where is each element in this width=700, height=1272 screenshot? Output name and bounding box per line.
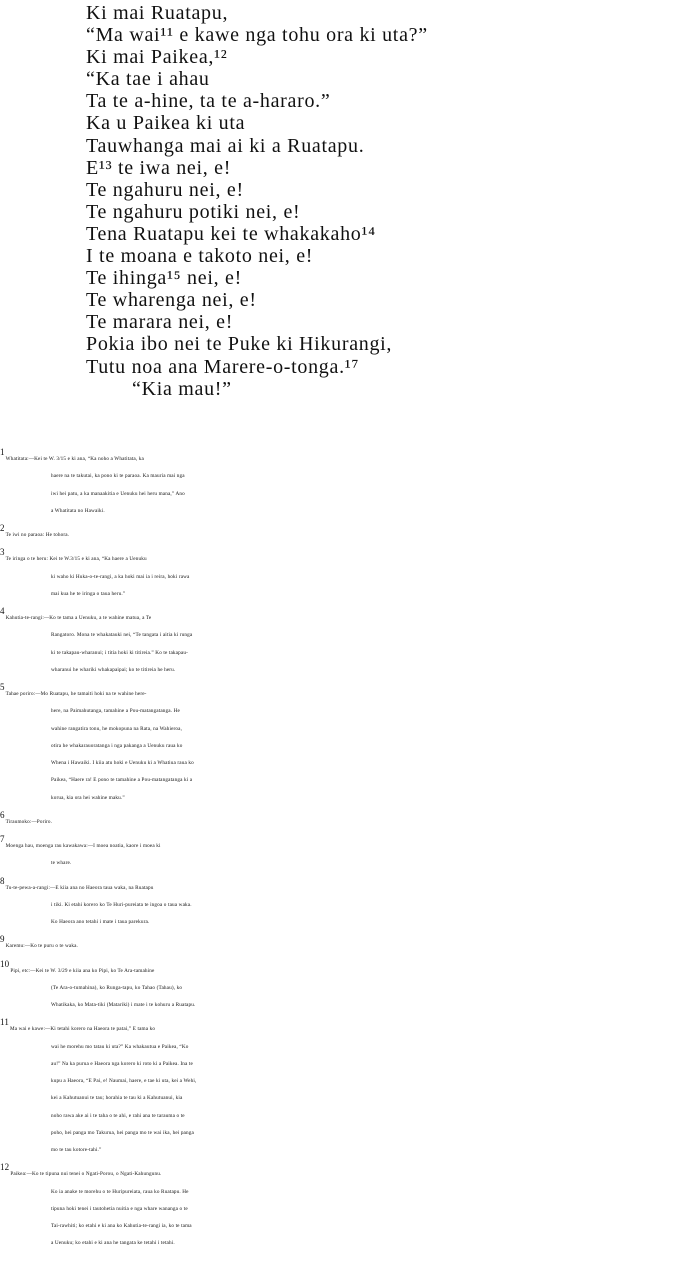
footnote-line: mai kua he te iringa o taua heru.” [51, 590, 126, 597]
footnote-line: Whena i Hawaiki. I kiia atu hoki e Uenuku ki a Whatiua raua ko [51, 760, 194, 766]
footnote-number: 7 [0, 834, 5, 844]
footnotes [0, 444, 698, 1253]
footnote-number: 9 [0, 934, 5, 945]
footnote-line: Whatikaka, ko Mata-tiki (Matariki) i mate i te kohuru a Ruatapu. [51, 1002, 196, 1008]
footnote [0, 679, 698, 807]
footnote-line: wharanui he whariki whakapaipai; ko te titireia he heru. [51, 666, 176, 673]
footnote-line: Rangatoro. Mona te whakatauki nei, “Te tangata i aitia ki runga [51, 632, 193, 639]
footnote-number: 5 [0, 682, 5, 692]
footnote-line: tipuna hoki tenei i tautohetia nuitia e nga whare wananga o te [51, 1205, 188, 1212]
footnote-line: 11Ma wai e kawe:—Ki tetahi korero na Haeora te patai,” E tama ko [0, 1014, 698, 1038]
poem-closing-line: “Kia mau!” [132, 377, 232, 400]
footnote-line: korua, kia ora hei wahine maku.” [51, 794, 125, 801]
footnote-line: otira he whakarauoratanga i nga pakanga a Uenuku raua ko [51, 742, 183, 749]
poem-line: E¹³ te iwa nei, e! [86, 156, 232, 179]
footnote-line: i tiki. Ki etahi korero ko Te Huri-pureiata te ingoa o taua waka. [51, 901, 192, 908]
footnote-line: iwi hei patu, a ka manaakitia e Uenuku hei heru mana,” Ano [51, 490, 185, 497]
footnote-line: wai he morehu mo tatau ki uta?” Ka whakautua e Paikea, “Ko [51, 1043, 189, 1050]
footnote-line: kei a Kahutuanui te tau; horahia te tau ki a Kahutuanui, kia [51, 1095, 183, 1102]
footnote-line: 7Moenga hau, moenga rau kawakawa:—I moea noatia, kaore i moea ki [0, 831, 698, 855]
poem-line: Te ngahuru potiki nei, e! [86, 200, 301, 223]
footnote-line: poho, hei panga mo Takurua, hei panga mo te wai ika, hei panga [51, 1129, 194, 1136]
poem-line: Tutu noa ana Marere-o-tonga.¹⁷ [86, 355, 360, 378]
footnote-number: 2 [0, 523, 5, 533]
footnote-line: Ko ia anake te morehu o te Huripureiata, raua ko Ruatapu. He [51, 1188, 189, 1195]
poem-line: Te marara nei, e! [86, 311, 234, 334]
poem [86, 2, 696, 400]
footnote [0, 520, 698, 544]
footnote-line: 5Tahae poriro:—Mo Ruatapu, he tamaiti hoki na te wahine here- [0, 679, 698, 703]
footnote-number: 10 [0, 958, 10, 969]
footnote-line: 6Tiraumoko:—Poriro. [0, 807, 698, 831]
footnote-line: Tai-rawhiti; ko etahi e ki ana ko Kahutia-te-rangi ia, ko te tama [51, 1223, 192, 1229]
footnote [0, 831, 698, 873]
footnote-number: 1 [0, 447, 5, 457]
poem-line: Ka u Paikea ki uta [86, 112, 246, 135]
poem-line: “Ma wai¹¹ e kawe nga tohu ora ki uta?” [86, 24, 428, 47]
footnote-line: Paikea, “Haere ra! E pono te tamahine a Pou-matangatanga ki a [51, 777, 193, 784]
footnote [0, 444, 698, 520]
poem-line: Te ihinga¹⁵ nei, e! [86, 267, 242, 290]
footnote-line: 12Paikea:—Ko te tipuna nui tenei o Ngati-Porou, o Ngati-Kahungunu. [0, 1159, 698, 1183]
footnote-line: 3Te iringa o te heru: Kei te W.3/15 e ki ana, “Ka haere a Uenuku [0, 544, 698, 568]
footnote-line: wahine rangatira tonu, he mokopuna na Rata, na Wahieroa, [51, 725, 183, 732]
footnote-line: 8Tu-te-pewa-a-rangi:—E kiia ana no Haeora taua waka, na Ruatapu [0, 873, 698, 897]
footnote-line: te whare. [51, 860, 72, 867]
footnote [0, 603, 698, 679]
footnote-line: au!” Na ka purua e Haeora nga korero ki roto ki a Paikea. Ina te [51, 1060, 193, 1067]
footnote-line: a Whatitata no Hawaiki. [51, 507, 105, 514]
footnote [0, 931, 698, 955]
footnote-line: ki te takapau-wharanui; i titia hoki ki titireia.” Ko te takapau- [51, 649, 188, 656]
footnote-line: 9Karemu:—Ko te puru o te waka. [0, 931, 698, 955]
footnote-line: 1Whatitata:—Kei te W. 3/15 e ki ana, “Ka noho a Whatitata, ka [0, 444, 698, 468]
footnote-number: 4 [0, 606, 5, 616]
footnote-line: here, na Paimahutanga, tamahine a Pou-matangatanga. He [51, 708, 180, 715]
footnote-line: noho rawa ake ai i te taha o te ahi, e rahi ana te tarauma o te [51, 1112, 185, 1119]
poem-line: Ki mai Ruatapu, [86, 2, 229, 24]
footnote-line: kupu a Haeora, “E Pai, e! Naumai, haere, e tae ki uta, kei a Wehi, [51, 1078, 197, 1084]
poem-line: Tauwhanga mai ai ki a Ruatapu. [86, 134, 365, 157]
footnote-number: 11 [0, 1017, 9, 1028]
footnote-number: 12 [0, 1162, 10, 1173]
footnote-line: 4Kahutia-te-rangi:—Ko te tama a Uenuku, a te wahine matua, a Te [0, 603, 698, 627]
footnote-line: ki waho ki Huka-o-te-rangi, a ka hoki mai ia i reira, hoki rawa [51, 573, 190, 580]
footnote-line: a Uenuku; ko etahi e ki ana he tangata ke tetahi i tetahi. [51, 1240, 175, 1247]
poem-line: Tena Ruatapu kei te whakakaho¹⁴ [86, 222, 376, 245]
poem-line: Ki mai Paikea,¹² [86, 46, 228, 69]
footnote [0, 956, 698, 1015]
footnote [0, 807, 698, 831]
poem-line: I te moana e takoto nei, e! [86, 245, 314, 268]
poem-line: “Ka tae i ahau [86, 68, 210, 91]
footnote [0, 544, 698, 603]
footnote [0, 873, 698, 932]
poem-line: Pokia ibo nei te Puke ki Hikurangi, [86, 333, 393, 356]
footnote-number: 6 [0, 809, 5, 820]
poem-line: Te ngahuru nei, e! [86, 178, 244, 201]
footnote-line: mo te tau kotore-tahi.” [51, 1147, 102, 1153]
poem-line: Ta te a-hine, ta te a-hararo.” [86, 90, 331, 113]
footnote-line: (Te Ara-o-tumahina), ko Runga-tapu, ko Tahao (Tahau), ko [51, 984, 183, 991]
footnote-line: 10Pipi, etc:—Kei te W. 3/29 e kiia ana ko Pipi, ko Te Ara-tamahine [0, 956, 698, 980]
footnote-line: Ko Haeora ano tetahi i mate i taua parekura. [51, 919, 150, 925]
footnote [0, 1014, 698, 1159]
footnote [0, 1159, 698, 1252]
poem-line: Te wharenga nei, e! [86, 289, 257, 312]
footnote-number: 8 [0, 875, 5, 886]
footnote-line: 2Te iwi no paraoa: He tohora. [0, 520, 698, 544]
footnote-line: haere na te takutai, ka pono ki te paraoa. Ka mauria mai nga [51, 473, 185, 480]
footnote-number: 3 [0, 547, 5, 558]
